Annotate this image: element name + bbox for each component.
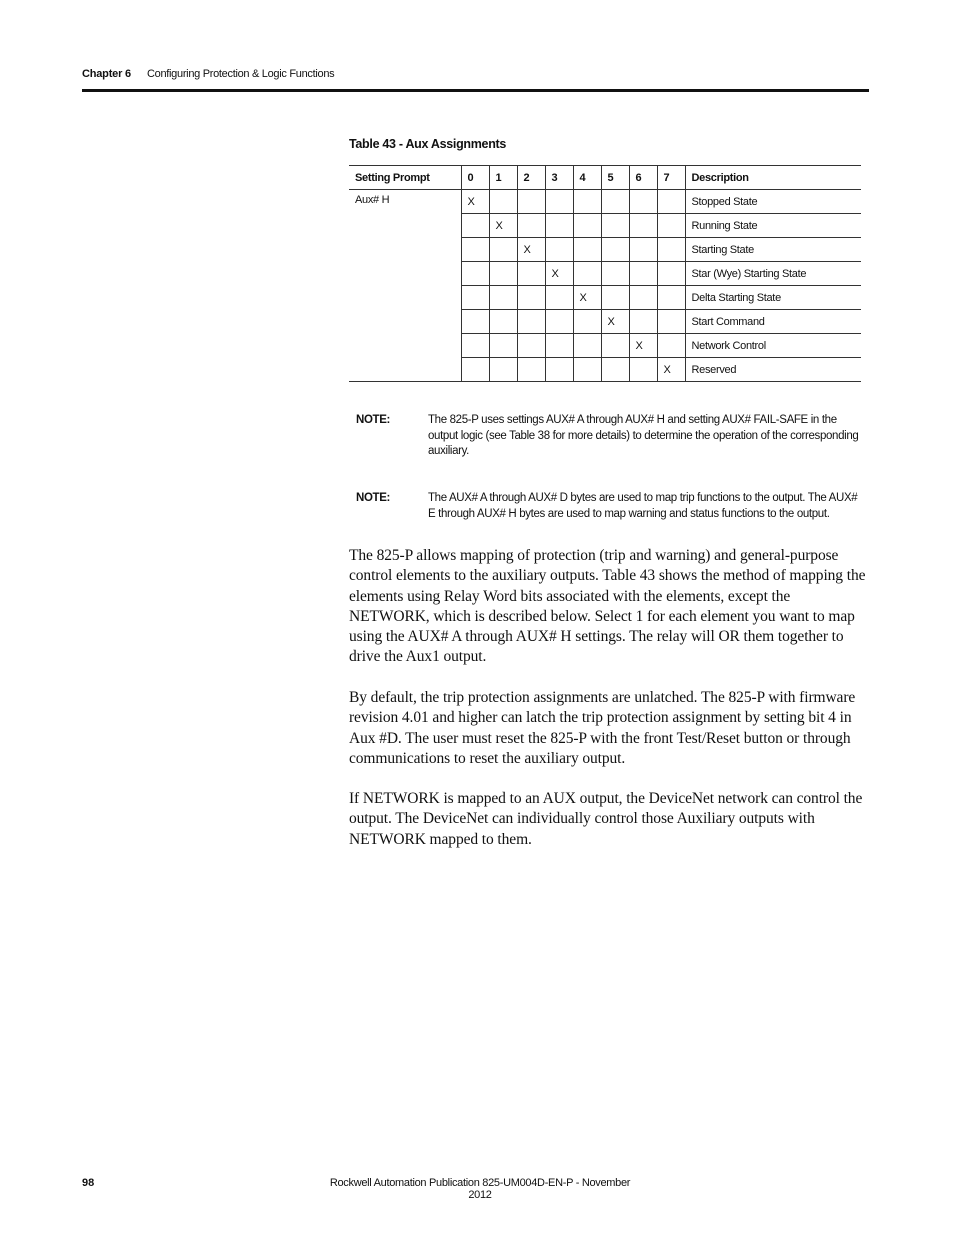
bit-cell-5: X (601, 310, 629, 334)
setting-prompt-cell: Aux# H (349, 190, 461, 382)
note-label: NOTE: (356, 492, 391, 504)
body-paragraph-3: If NETWORK is mapped to an AUX output, the DeviceNet network can control the output. The DeviceNet can individually control those Auxiliary outputs with NETWORK mapped to them. (349, 790, 863, 848)
bit-cell-4 (573, 334, 601, 358)
bit-cell-5 (601, 214, 629, 238)
bit-cell-0 (461, 238, 489, 262)
header-bit-1: 1 (489, 166, 517, 190)
description-cell: Running State (685, 214, 861, 238)
bit-cell-5 (601, 262, 629, 286)
bit-cell-7 (657, 310, 685, 334)
chapter-title: Configuring Protection & Logic Functions (147, 68, 335, 80)
bit-cell-2 (517, 358, 545, 382)
bit-cell-3 (545, 238, 573, 262)
header-bit-2: 2 (517, 166, 545, 190)
bit-cell-7 (657, 190, 685, 214)
description-cell: Start Command (685, 310, 861, 334)
header-setting-prompt: Setting Prompt (349, 166, 461, 190)
bit-cell-3 (545, 286, 573, 310)
header-bit-5: 5 (601, 166, 629, 190)
bit-cell-2 (517, 214, 545, 238)
bit-cell-6 (629, 262, 657, 286)
bit-cell-7 (657, 334, 685, 358)
bit-cell-1 (489, 238, 517, 262)
bit-cell-1 (489, 334, 517, 358)
bit-cell-6 (629, 214, 657, 238)
bit-cell-6 (629, 190, 657, 214)
description-cell: Star (Wye) Starting State (685, 262, 861, 286)
description-cell: Stopped State (685, 190, 861, 214)
header-bit-7: 7 (657, 166, 685, 190)
bit-cell-3 (545, 334, 573, 358)
bit-cell-1: X (489, 214, 517, 238)
header-bit-0: 0 (461, 166, 489, 190)
bit-cell-5 (601, 238, 629, 262)
bit-cell-1 (489, 190, 517, 214)
bit-cell-0 (461, 286, 489, 310)
bit-cell-4 (573, 238, 601, 262)
bit-cell-6 (629, 238, 657, 262)
table-title: Table 43 - Aux Assignments (349, 137, 507, 151)
page-number: 98 (82, 1177, 95, 1189)
bit-cell-6 (629, 310, 657, 334)
header-bit-3: 3 (545, 166, 573, 190)
aux-assignments-table (349, 165, 861, 382)
bit-cell-2: X (517, 238, 545, 262)
bit-cell-5 (601, 358, 629, 382)
page-header (82, 66, 868, 90)
chapter-label: Chapter 6 (82, 68, 131, 80)
bit-cell-7 (657, 286, 685, 310)
bit-cell-7 (657, 262, 685, 286)
bit-cell-3 (545, 190, 573, 214)
bit-cell-2 (517, 310, 545, 334)
bit-cell-5 (601, 334, 629, 358)
bit-cell-0 (461, 262, 489, 286)
header-bit-6: 6 (629, 166, 657, 190)
bit-cell-2 (517, 334, 545, 358)
publication-info: Rockwell Automation Publication 825-UM004D-EN-P - November 2012 (329, 1177, 631, 1201)
body-paragraph-2: By default, the trip protection assignments are unlatched. The 825-P with firmware revision 4.01 and higher can latch the trip protection assignment by setting bit 4 in Aux #D. The user must reset the 825-P with the front Test/Reset button or through communications to reset the auxiliary output. (349, 689, 856, 767)
table-row (349, 190, 861, 214)
bit-cell-0: X (461, 190, 489, 214)
body-paragraph-1: The 825-P allows mapping of protection (trip and warning) and general-purpose control elements to the auxiliary outputs. Table 43 shows the method of mapping the elements using Relay Word bits associated with the elements, except the NETWORK, which is described below. Select 1 for each element you want to map using the AUX# A through AUX# H settings. The relay will OR them together to drive the Aux1 output. (349, 547, 866, 666)
bit-cell-4 (573, 214, 601, 238)
header-bit-4: 4 (573, 166, 601, 190)
bit-cell-3: X (545, 262, 573, 286)
header-rule (82, 89, 869, 92)
bit-cell-2 (517, 262, 545, 286)
description-cell: Delta Starting State (685, 286, 861, 310)
bit-cell-5 (601, 286, 629, 310)
bit-cell-4: X (573, 286, 601, 310)
note-text: The 825-P uses settings AUX# A through AUX# H and setting AUX# FAIL-SAFE in the output logic (see Table 38 for more details) to determine the operation of the corresponding auxiliary. (428, 414, 859, 457)
bit-cell-4 (573, 310, 601, 334)
bit-cell-7 (657, 238, 685, 262)
table-body (349, 190, 861, 382)
bit-cell-0 (461, 334, 489, 358)
description-cell: Network Control (685, 334, 861, 358)
bit-cell-0 (461, 310, 489, 334)
note-label: NOTE: (356, 414, 391, 426)
description-cell: Reserved (685, 358, 861, 382)
bit-cell-1 (489, 262, 517, 286)
bit-cell-0 (461, 214, 489, 238)
bit-cell-4 (573, 262, 601, 286)
note-text: The AUX# A through AUX# D bytes are used to map trip functions to the output. The AUX# E through AUX# H bytes are used to map warning and status functions to the output. (428, 492, 858, 520)
bit-cell-1 (489, 286, 517, 310)
bit-cell-3 (545, 310, 573, 334)
bit-cell-7 (657, 214, 685, 238)
bit-cell-1 (489, 310, 517, 334)
bit-cell-1 (489, 358, 517, 382)
bit-cell-4 (573, 358, 601, 382)
bit-cell-2 (517, 190, 545, 214)
table-header-row (349, 166, 861, 190)
bit-cell-3 (545, 358, 573, 382)
bit-cell-7: X (657, 358, 685, 382)
bit-cell-2 (517, 286, 545, 310)
header-description: Description (685, 166, 861, 190)
bit-cell-0 (461, 358, 489, 382)
note-2 (356, 491, 862, 525)
bit-cell-6: X (629, 334, 657, 358)
note-1 (356, 413, 862, 461)
bit-cell-6 (629, 286, 657, 310)
bit-cell-5 (601, 190, 629, 214)
bit-cell-6 (629, 358, 657, 382)
bit-cell-3 (545, 214, 573, 238)
description-cell: Starting State (685, 238, 861, 262)
bit-cell-4 (573, 190, 601, 214)
